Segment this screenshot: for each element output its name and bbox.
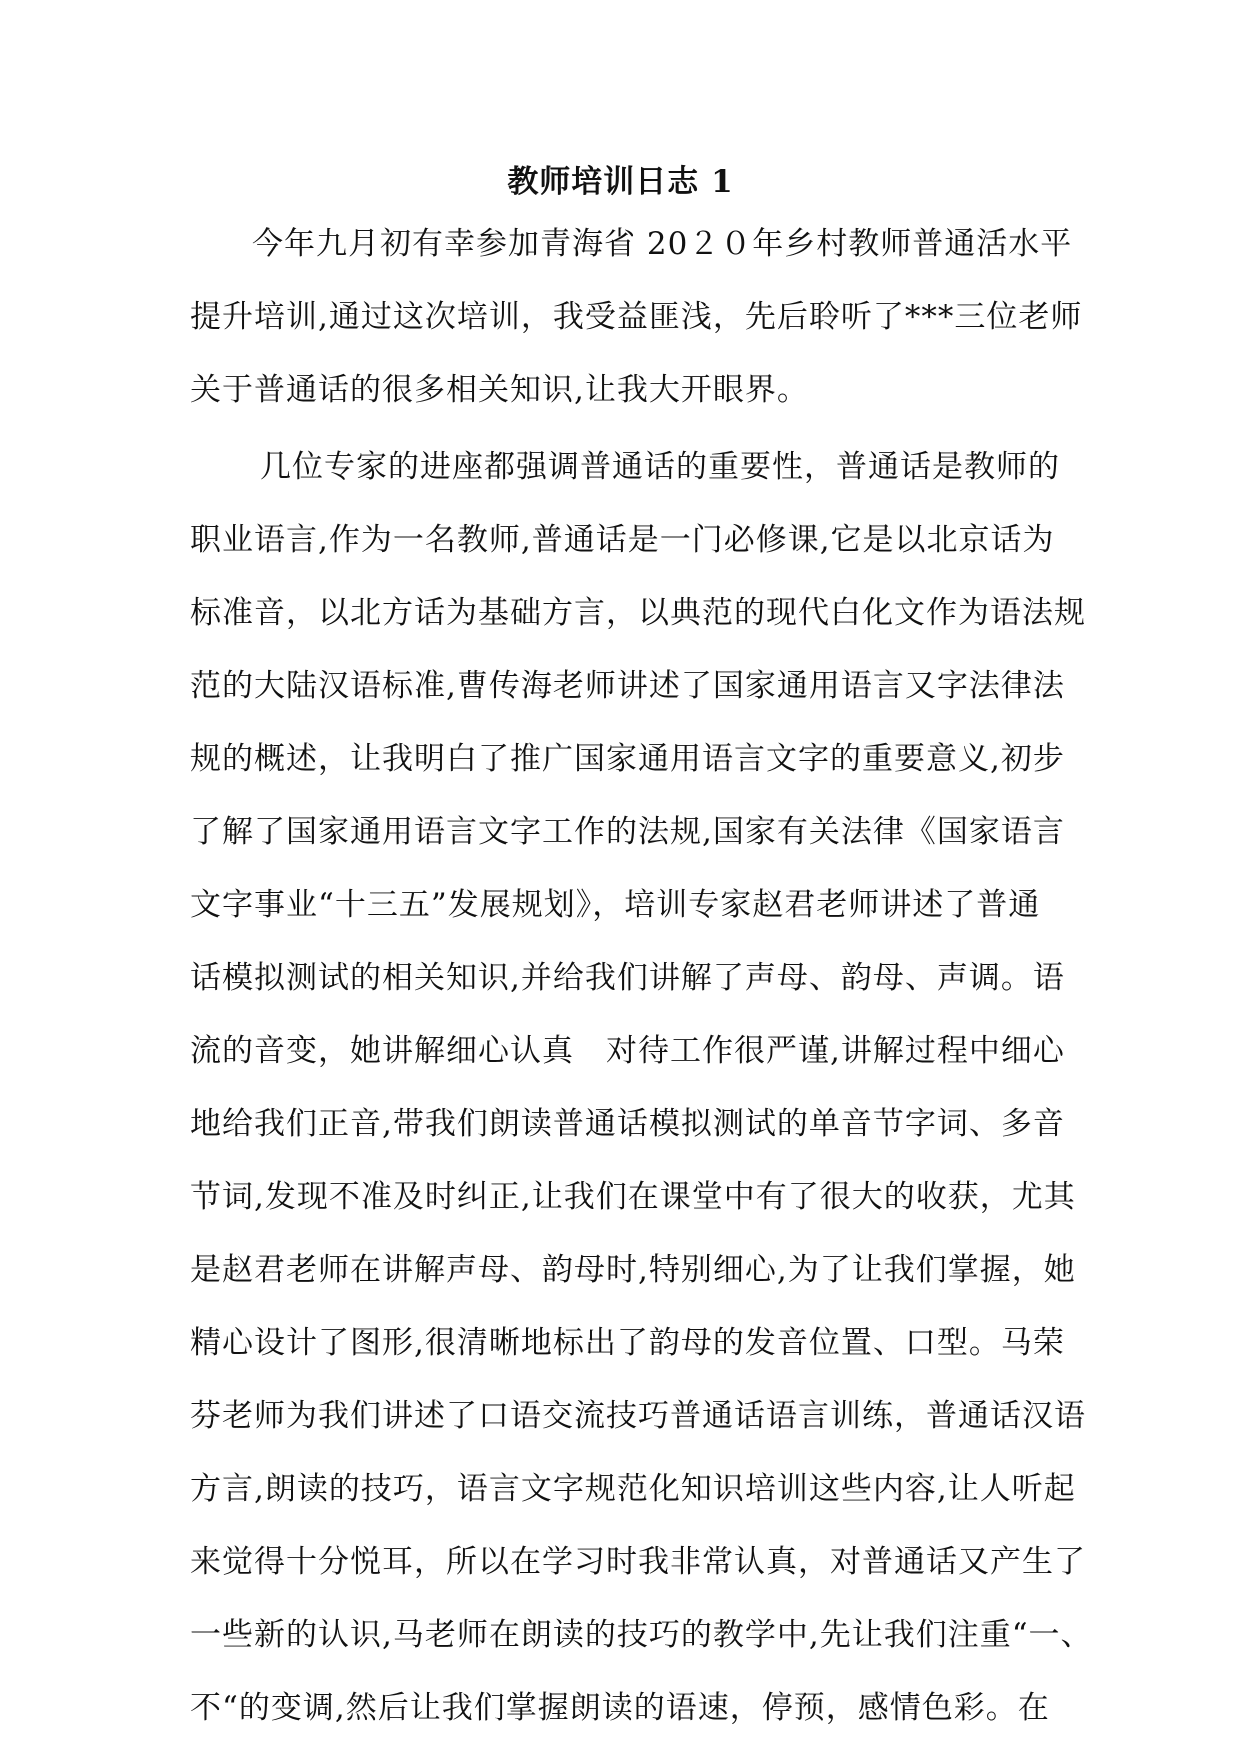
text-line: 提升培训,通过这次培训，我受益匪浅，先后聆听了***三位老师 [190, 299, 1083, 335]
text-line: 是赵君老师在讲解声母、韵母时,特别细心,为了让我们掌握，她 [190, 1252, 1076, 1288]
text-line: 一些新的认识,马老师在朗读的技巧的教学中,先让我们注重“一、 [190, 1617, 1093, 1653]
text-line: 了解了国家通用语言文字工作的法规,国家有关法律《国家语言 [190, 814, 1065, 850]
text-line: 地给我们正音,带我们朗读普通话模拟测试的单音节字词、多音 [190, 1106, 1065, 1142]
text-line: 规的概述，让我明白了推广国家通用语言文字的重要意义,初步 [190, 741, 1065, 777]
paragraph-1 [190, 208, 1083, 427]
text-line: 来觉得十分悦耳，所以在学习时我非常认真，对普通话又产生了 [190, 1544, 1086, 1580]
text-line: 职业语言,作为一名教师,普通话是一门必修课,它是以北京话为 [190, 522, 1055, 558]
text-line: 方言,朗读的技巧，语言文字规范化知识培训这些内容,让人听起 [190, 1471, 1076, 1507]
text-line: 标准音，以北方话为基础方言，以典范的现代白化文作为语法规 [190, 595, 1086, 631]
text-line: 几位专家的进座都强调普通话的重要性，普通话是教师的 [260, 449, 1060, 485]
text-line: 今年九月初有幸参加青海省 20２０年乡村教师普通活水平 [252, 226, 1073, 262]
text-line: 话模拟测试的相关知识,并给我们讲解了声母、韵母、声调。语 [190, 960, 1065, 996]
text-line: 节词,发现不准及时纠正,让我们在课堂中有了很大的收获，尤其 [190, 1179, 1076, 1215]
text-line: 文字事业“十三五”发展规划》，培训专家赵君老师讲述了普通 [190, 887, 1041, 923]
paragraph-2 [190, 431, 1093, 1745]
document-body [190, 208, 1093, 1745]
text-line: 流的音变，她讲解细心认真 对待工作很严谨,讲解过程中细心 [190, 1033, 1065, 1069]
text-line: 不“的变调,然后让我们掌握朗读的语速，停预，感情色彩。在 [190, 1690, 1050, 1726]
text-line: 芬老师为我们讲述了口语交流技巧普通话语言训练，普通话汉语 [190, 1398, 1086, 1434]
document-title: 教师培训日志 1 [507, 164, 734, 200]
text-line: 精心设计了图形,很清晰地标出了韵母的发音位置、口型。马荣 [190, 1325, 1065, 1361]
text-line: 关于普通话的很多相关知识,让我大开眼界。 [190, 372, 809, 408]
text-line: 范的大陆汉语标准,曹传海老师讲述了国家通用语言又字法律法 [190, 668, 1065, 704]
